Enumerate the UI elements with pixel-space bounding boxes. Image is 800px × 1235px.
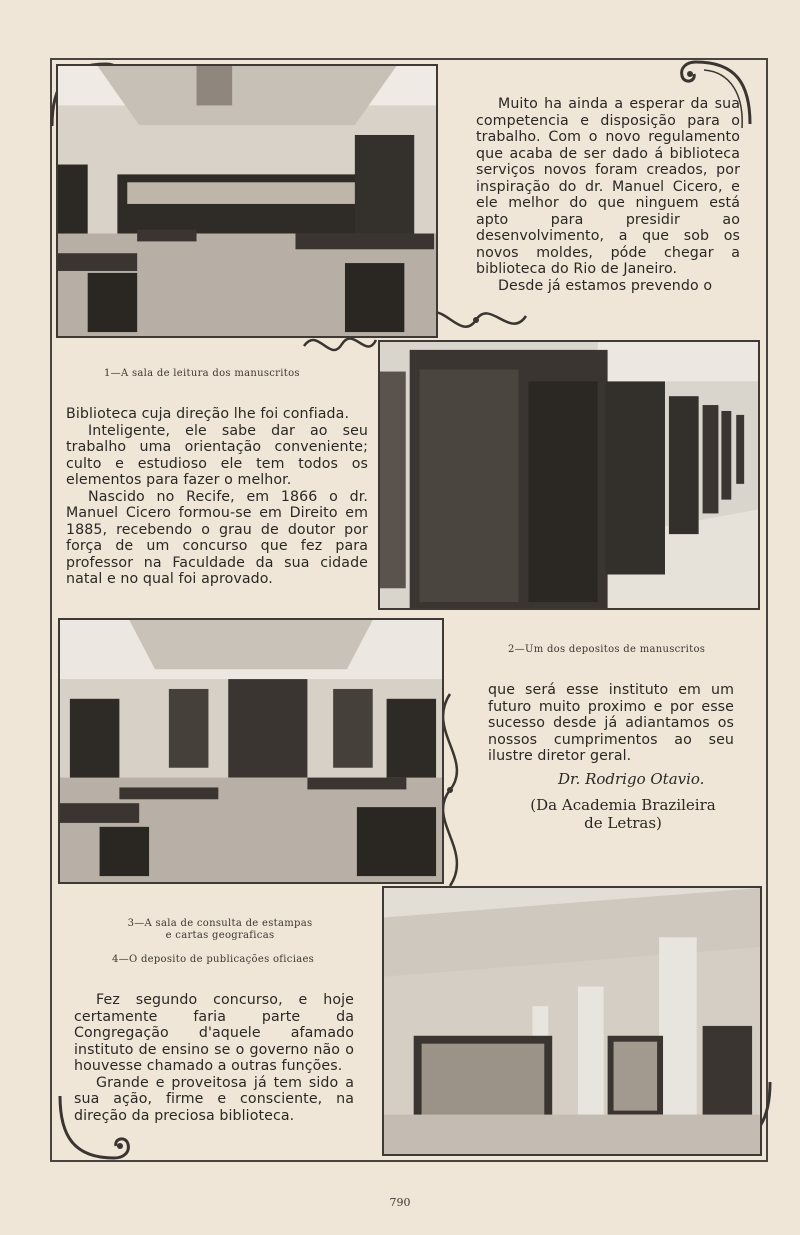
article-text-block-3 xyxy=(488,682,734,765)
paragraph: Biblioteca cuja direção lhe foi confiada. xyxy=(66,406,350,422)
affiliation-line: de Letras) xyxy=(584,814,662,832)
photo-reading-room-manuscripts xyxy=(56,64,438,338)
photo-caption: 1—A sala de leitura dos manuscritos xyxy=(104,368,300,379)
photo-consultation-room xyxy=(58,618,444,884)
photo-manuscript-deposit xyxy=(378,340,760,610)
affiliation-line: (Da Academia Brazileira xyxy=(530,796,716,814)
caption-line: 3—A sala de consulta de estampas xyxy=(127,918,313,929)
paragraph: Muito ha ainda a esperar da sua competencia e disposição para o trabalho. Com o novo regulamento que acaba de ser dado á biblioteca serviços novos foram creados, por inspiração do dr. Manuel Cicero, e ele melhor do que ninguem está apto para presidir ao desenvolvimento, a que sob os novos moldes, póde chegar a biblioteca do Rio de Janeiro. xyxy=(476,96,740,277)
article-text-block-1 xyxy=(476,96,740,294)
photo-caption xyxy=(100,918,340,942)
paragraph: que será esse instituto em um futuro muito proximo e por esse sucesso desde já adiantamos os nossos cumprimentos ao seu ilustre diretor geral. xyxy=(488,682,734,764)
article-text-block-2 xyxy=(66,406,368,588)
photo-caption: 4—O deposito de publicações oficiaes xyxy=(112,954,315,965)
page-number: 790 xyxy=(389,1196,411,1209)
article-text-block-4 xyxy=(74,992,354,1124)
photo-official-publications-deposit xyxy=(382,886,762,1156)
paragraph: Desde já estamos prevendo o xyxy=(498,277,713,294)
author-signature: Dr. Rodrigo Otavio. xyxy=(558,770,705,788)
paragraph: Fez segundo concurso, e hoje certamente faria parte da Congregação d'aquele afamado instituto de ensino se o governo não o houvesse chamado a outras funções. xyxy=(74,992,354,1074)
paragraph: Grande e proveitosa já tem sido a sua ação, firme e consciente, na direção da preciosa biblioteca. xyxy=(74,1074,354,1124)
photo-caption: 2—Um dos depositos de manuscritos xyxy=(508,644,706,655)
caption-line: e cartas geograficas xyxy=(165,930,275,941)
paragraph: Nascido no Recife, em 1866 o dr. Manuel Cicero formou-se em Direito em 1885, recebendo o grau de doutor por força de um concurso que fez para professor na Faculdade da sua cidade natal e no qual foi aprovado. xyxy=(66,488,368,587)
author-affiliation xyxy=(528,796,718,832)
paragraph: Inteligente, ele sabe dar ao seu trabalho uma orientação conveniente; culto e estudioso ele tem todos os elementos para fazer o melhor. xyxy=(66,422,368,488)
